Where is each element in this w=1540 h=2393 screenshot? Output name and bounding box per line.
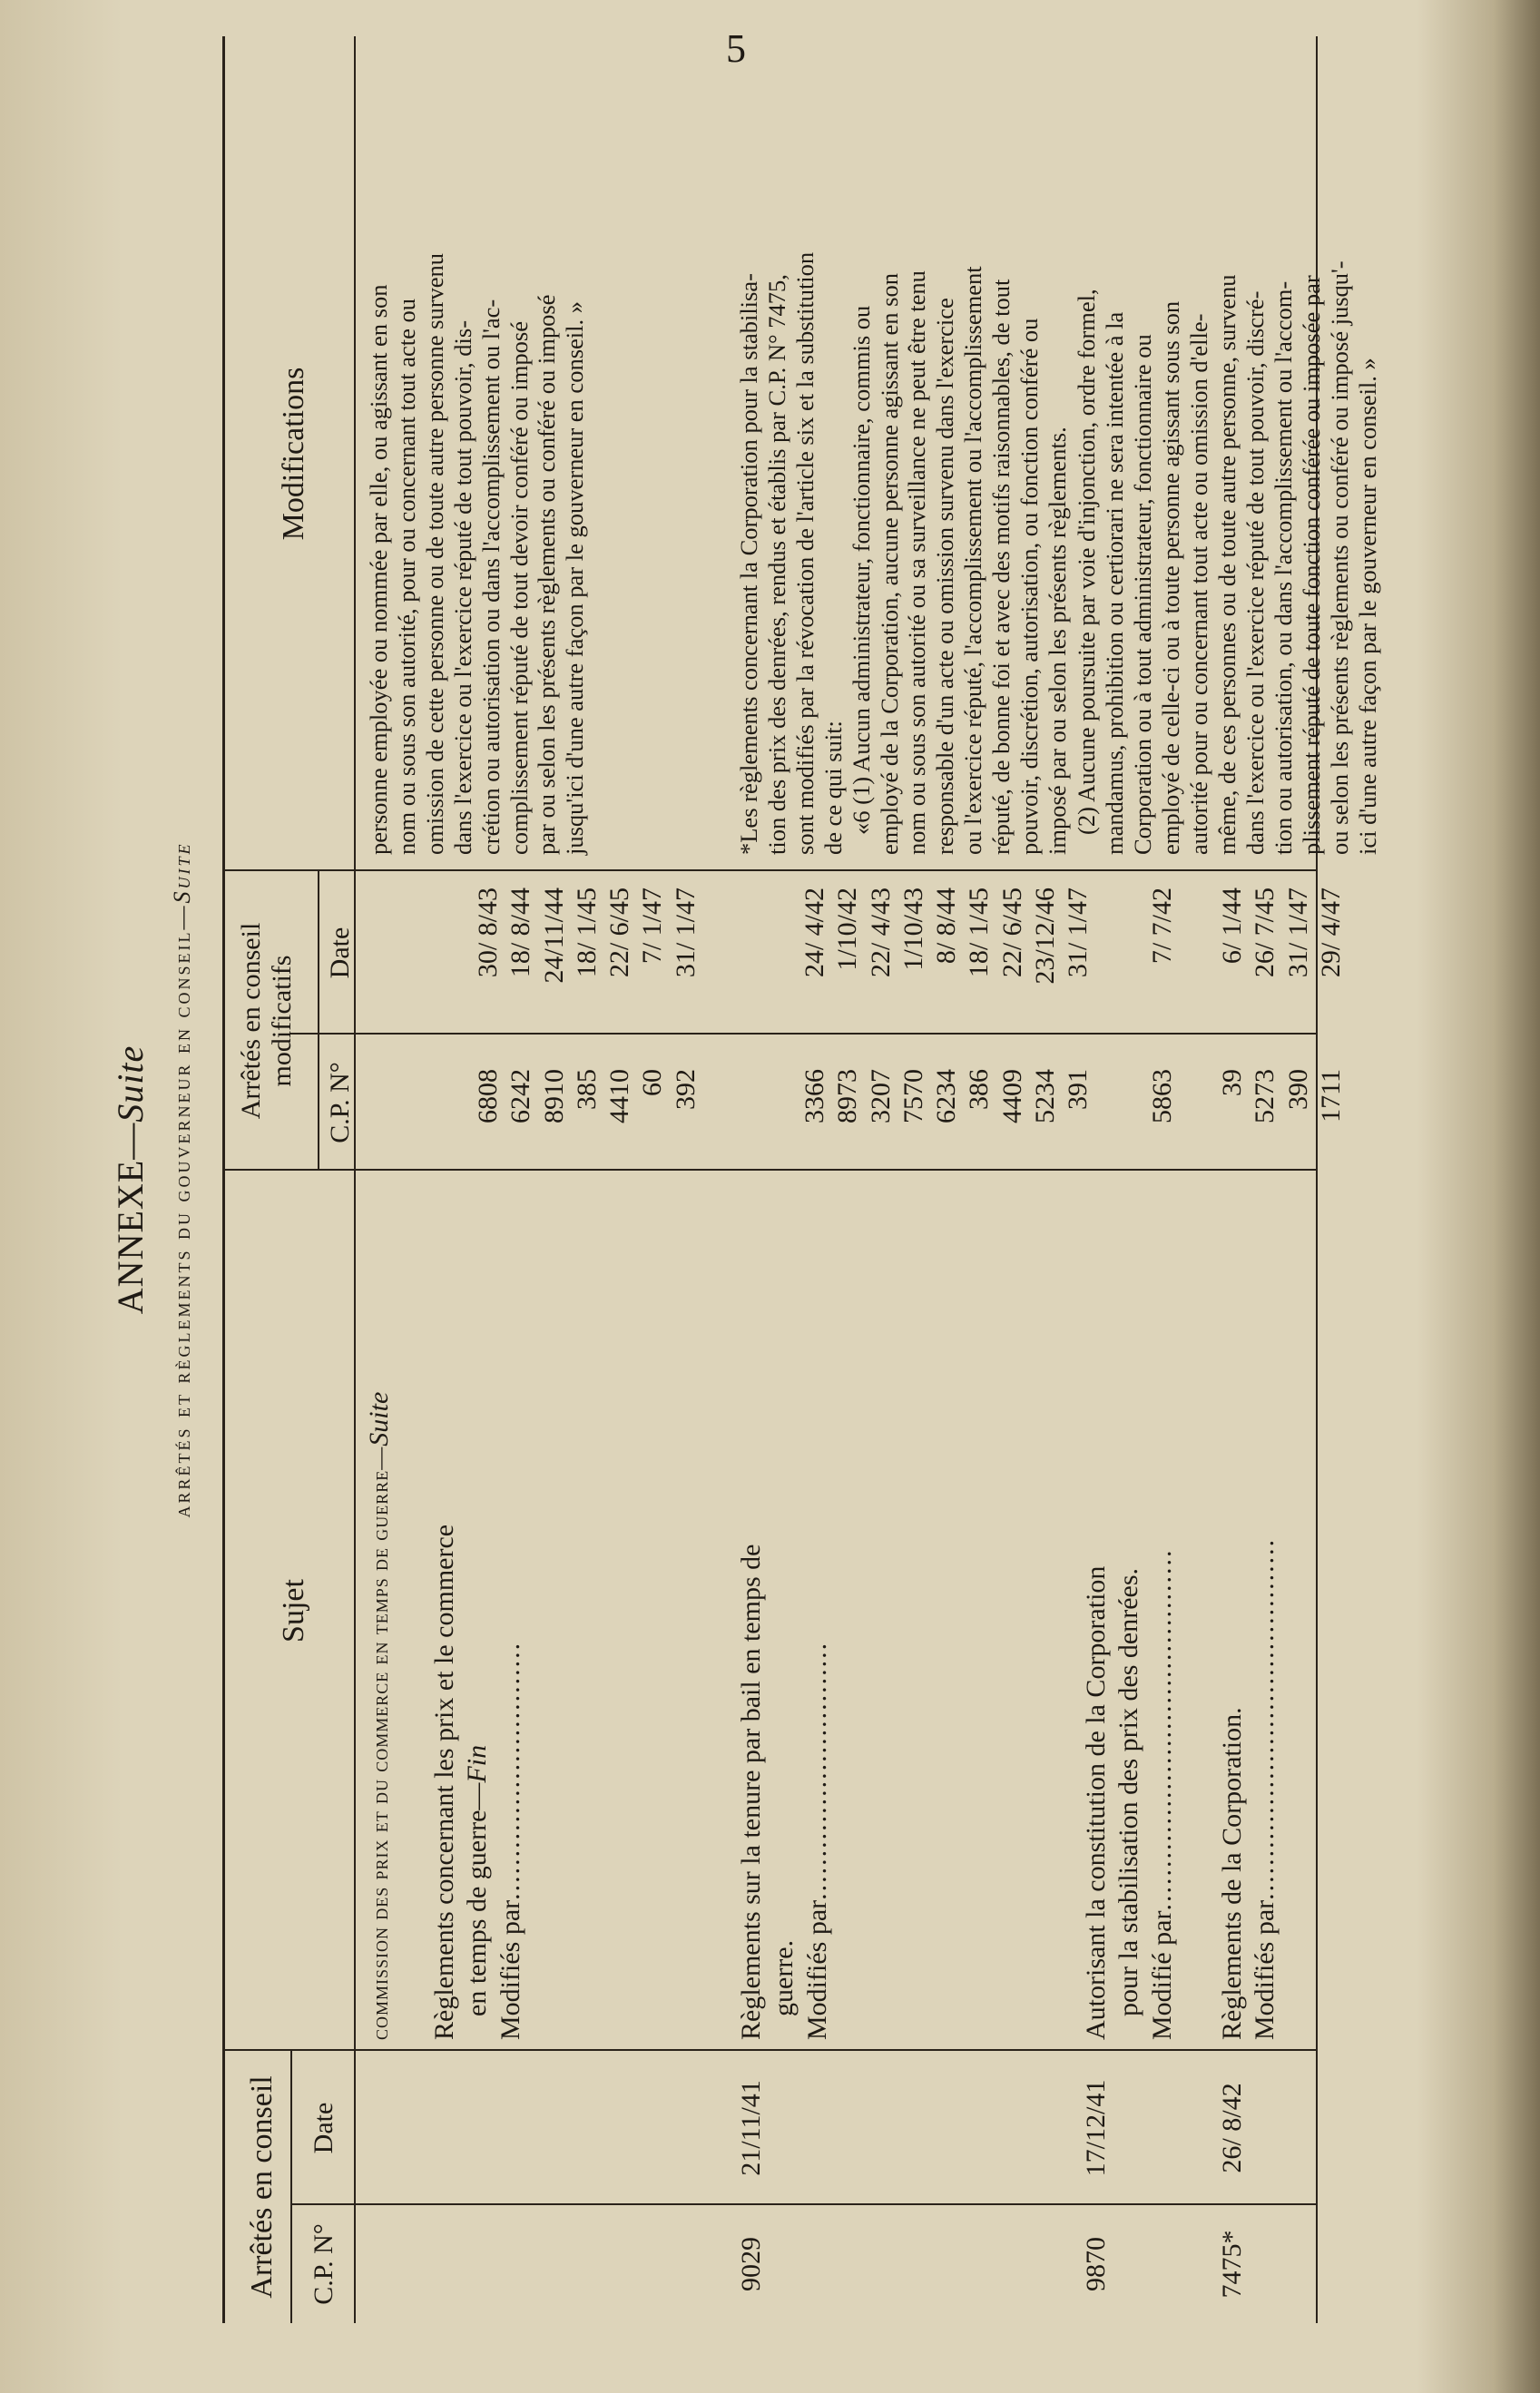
annex-title: ANNEXE—Suite [110,1044,151,1315]
row-mod-cp: 5863 [1147,1069,1177,1123]
row-mod-cp: 6808 6242 8910 385 4410 60 392 [473,1069,701,1123]
row-cp: 7475* [1217,2230,1247,2299]
col-rule [290,1033,1316,1035]
col-rule [222,2049,1316,2051]
row-mod-dates: 24/ 4/42 1/10/42 22/ 4/43 1/10/43 8/ 8/44 18/ 1/45 22/ 6/45 23/12/46 31/ 1/47 [799,888,1094,985]
row-date: 17/12/41 [1081,2079,1111,2177]
col-rule [222,869,1316,871]
top-rule [222,36,225,2323]
row-sujet: Règlements de la Corporation. Modifiés par.......................................... [1217,1537,1280,2040]
rotated-table-page [109,36,1416,2323]
row-modifications: personne employée ou nommée par elle, ou agissant en son nom ou sous son autorité, pour ou concernant tout acte ou omission de cette personne ou de toute autre personne survenu dans l'exercice ou l'exercice réputé de tout pouvoir, dis- crétion ou autorisation ou dans l'accomplissement ou l'ac- complissement réputé de tout devoir conféré ou imposé par ou selon les présents règlements ou conféré ou imposé jusqu'ici d'une autre façon par le gouverneur en conseil. » [365,252,589,855]
row-mod-cp: 39 5273 390 1711 [1217,1069,1346,1123]
col-rule [222,1169,1316,1171]
row-sujet: Règlements sur la tenure par bail en temps de guerre. Modifiés par.............................. [736,1544,832,2040]
header-cp-no: C.P. N° [309,2223,338,2305]
row-date: 21/11/41 [736,2080,766,2176]
col-rule [290,2203,1316,2205]
row-sujet: Autorisant la constitution de la Corporation pour la stabilisation des prix des denrées. Modifié par.......................................... [1081,1548,1177,2040]
header-sujet: Sujet [277,1579,310,1643]
row-cp: 9029 [736,2237,766,2291]
header-modificatifs: Arrêtés en conseil modificatifs [236,922,297,1120]
row-sujet: Règlements concernant les prix et le commerce en temps de guerre—Fin Modifiés par.............................. [429,1524,525,2040]
header-date: Date [309,2102,338,2154]
header-mod-date: Date [325,927,355,979]
row-modifications: même, de ces personnes ou de toute autre personne, survenu dans l'exercice ou l'exercice réputé de tout pouvoir, discré- tion ou autorisation, ou dans l'accomplissement ou l'accom- plissement réputé de toute fonction conférée ou imposée par ou selon les présents règlements ou conféré ou imposé jusqu'- ici d'une autre façon par le gouverneur en conseil. » [1213,260,1381,855]
header-bottom-rule [354,36,356,2323]
annex-subtitle: arrêtés et règlements du gouverneur en conseil—Suite [169,841,195,1518]
row-mod-dates: 7/ 7/42 [1147,888,1177,965]
row-date: 26/ 8/42 [1217,2083,1247,2173]
header-modifications: Modifications [277,367,310,541]
head-rule [318,871,319,1171]
head-rule [290,2051,292,2323]
row-mod-dates: 30/ 8/43 18/ 8/44 24/11/44 18/ 1/45 22/ 6/45 7/ 1/47 31/ 1/47 [473,888,701,984]
row-mod-dates: 6/ 1/44 26/ 7/45 31/ 1/47 29/ 4/47 [1217,888,1346,978]
header-arretes: Arrêtés en conseil [245,2075,279,2299]
row-modifications: (2) Aucune poursuite par voie d'injonction, ordre formel, mandamus, prohibition ou certiorari ne sera intentée à la Corporation ou à tout administrateur, fonctionnaire ou employé de celle-ci ou à toute personne agissant sous son autorité pour ou concernant tout acte ou omission d'elle- [1073,289,1212,855]
row-modifications: *Les règlements concernant la Corporation pour la stabilisa- tion des prix des denrées, rendus et établis par C.P. N° 7475, sont modifiés par la révocation de l'article six et la substitution de ce qui suit: «6 (1) Aucun administrateur, fonctionnaire, commis ou employé de la Corporation, aucune personne agissant en son nom ou sous son autorité ou sa surveillance ne peut être tenu responsable d'un acte ou omission survenu dans l'exercice ou l'exercice réputé, l'accomplissement ou l'accomplissement réputé, de bonne foi et avec des motifs raisonnables, de tout pouvoir, discrétion, autorisation, ou fonction conféré ou imposé par ou selon les présents règlements. [735,251,1071,855]
section-heading: commission des prix et du commerce en temps de guerre—Suite [364,1391,394,2040]
header-mod-cp-no: C.P. N° [325,1062,355,1143]
page-number: 5 [726,26,746,71]
row-mod-cp: 3366 8973 3207 7570 6234 386 4409 5234 391 [799,1069,1094,1123]
row-cp: 9870 [1081,2237,1111,2291]
